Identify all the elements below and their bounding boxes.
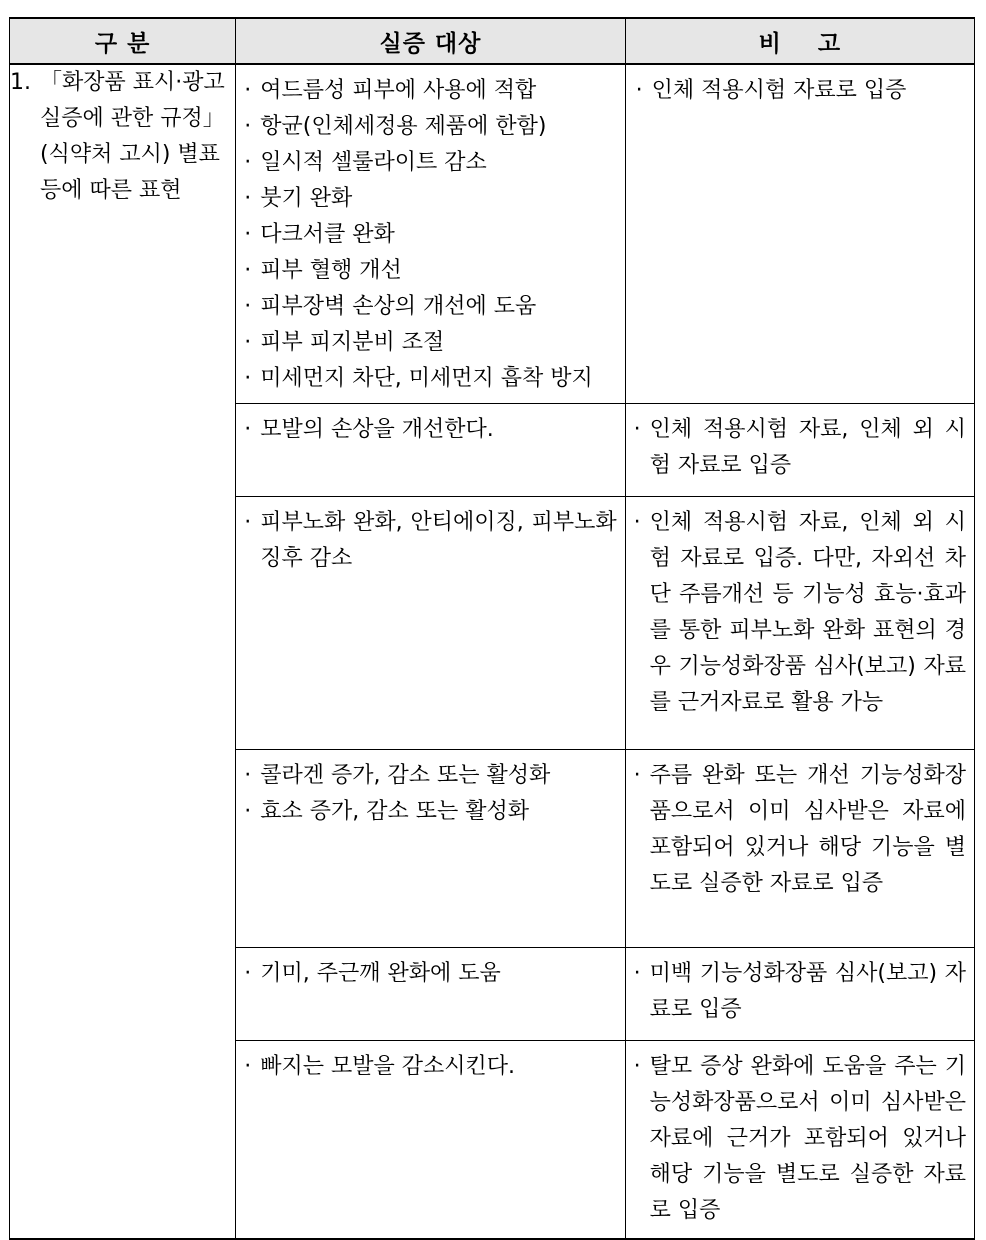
target-list [236,65,624,403]
list-item: 피부노화 완화, 안티에이징, 피부노화 징후 감소 [260,510,617,571]
remarks-cell [625,1041,974,1239]
remarks-note: · 인체 적용시험 자료, 인체 외 시험 자료로 입증 [633,417,966,478]
list-item: · 콜라겐 증가, 감소 또는 활성화 [244,763,551,788]
target-cell [236,948,625,1041]
list-item: · 피부 피지분비 조절 [244,330,445,355]
list-item: · 미세먼지 차단, 미세먼지 흡착 방지 [244,366,593,391]
list-item: · 피부장벽 손상의 개선에 도움 [244,294,537,319]
remarks-note: · 탈모 증상 완화에 도움을 주는 기능성화장품으로서 이미 심사받은 자료에 근거가 포함되어 있거나 해당 기능을 별도로 실증한 자료로 입증 [633,1054,966,1223]
list-item: · 빠지는 모발을 감소시킨다. [244,1054,515,1079]
remarks-note: · 인체 적용시험 자료로 입증 [635,78,907,103]
list-item: · 다크서클 완화 [244,222,395,247]
list-item: · 효소 증가, 감소 또는 활성화 [244,799,529,824]
claims-table [9,17,975,1240]
list-item: · 붓기 완화 [244,186,353,211]
target-list [236,948,624,998]
category-cell [10,64,236,1239]
remarks-cell [625,948,974,1041]
header-remarks: 비 고 [625,18,974,64]
target-list: · 피부노화 완화, 안티에이징, 피부노화 징후 감소 [236,497,624,583]
target-cell [236,404,625,497]
target-cell [236,497,625,750]
list-item: · 여드름성 피부에 사용에 적합 [244,78,537,103]
list-item: · 모발의 손상을 개선한다. [244,417,494,442]
list-item: · 피부 혈행 개선 [244,258,402,283]
header-row [10,18,975,64]
header-category: 구 분 [10,18,236,64]
header-target: 실증 대상 [236,18,625,64]
category-text: 「화장품 표시·광고 실증에 관한 규정」(식약처 고시) 별표 등에 따른 표현 [40,70,225,203]
target-list [236,750,624,836]
target-list [236,404,624,454]
category-number: 1. [10,70,31,95]
target-cell [236,64,625,404]
target-list [236,1041,624,1091]
remarks-cell [625,750,974,948]
remarks-cell [625,404,974,497]
remarks-note: · 미백 기능성화장품 심사(보고) 자료로 입증 [633,961,966,1022]
table-row [10,64,975,404]
list-item: · 항균(인체세정용 제품에 한함) [244,114,547,139]
list-item: · 일시적 셀룰라이트 감소 [244,150,487,175]
target-cell [236,1041,625,1239]
target-cell [236,750,625,948]
list-item: · 기미, 주근깨 완화에 도움 [244,961,501,986]
remarks-note: · 주름 완화 또는 개선 기능성화장품으로서 이미 심사받은 자료에 포함되어 있거나 해당 기능을 별도로 실증한 자료로 입증 [633,763,966,896]
remarks-cell [625,64,974,404]
remarks-cell [625,497,974,750]
remarks-note: · 인체 적용시험 자료, 인체 외 시험 자료로 입증. 다만, 자외선 차단 주름개선 등 기능성 효능·효과를 통한 피부노화 완화 표현의 경우 기능성화장품 심사(보고) 자료를 근거자료로 활용 가능 [633,510,966,715]
